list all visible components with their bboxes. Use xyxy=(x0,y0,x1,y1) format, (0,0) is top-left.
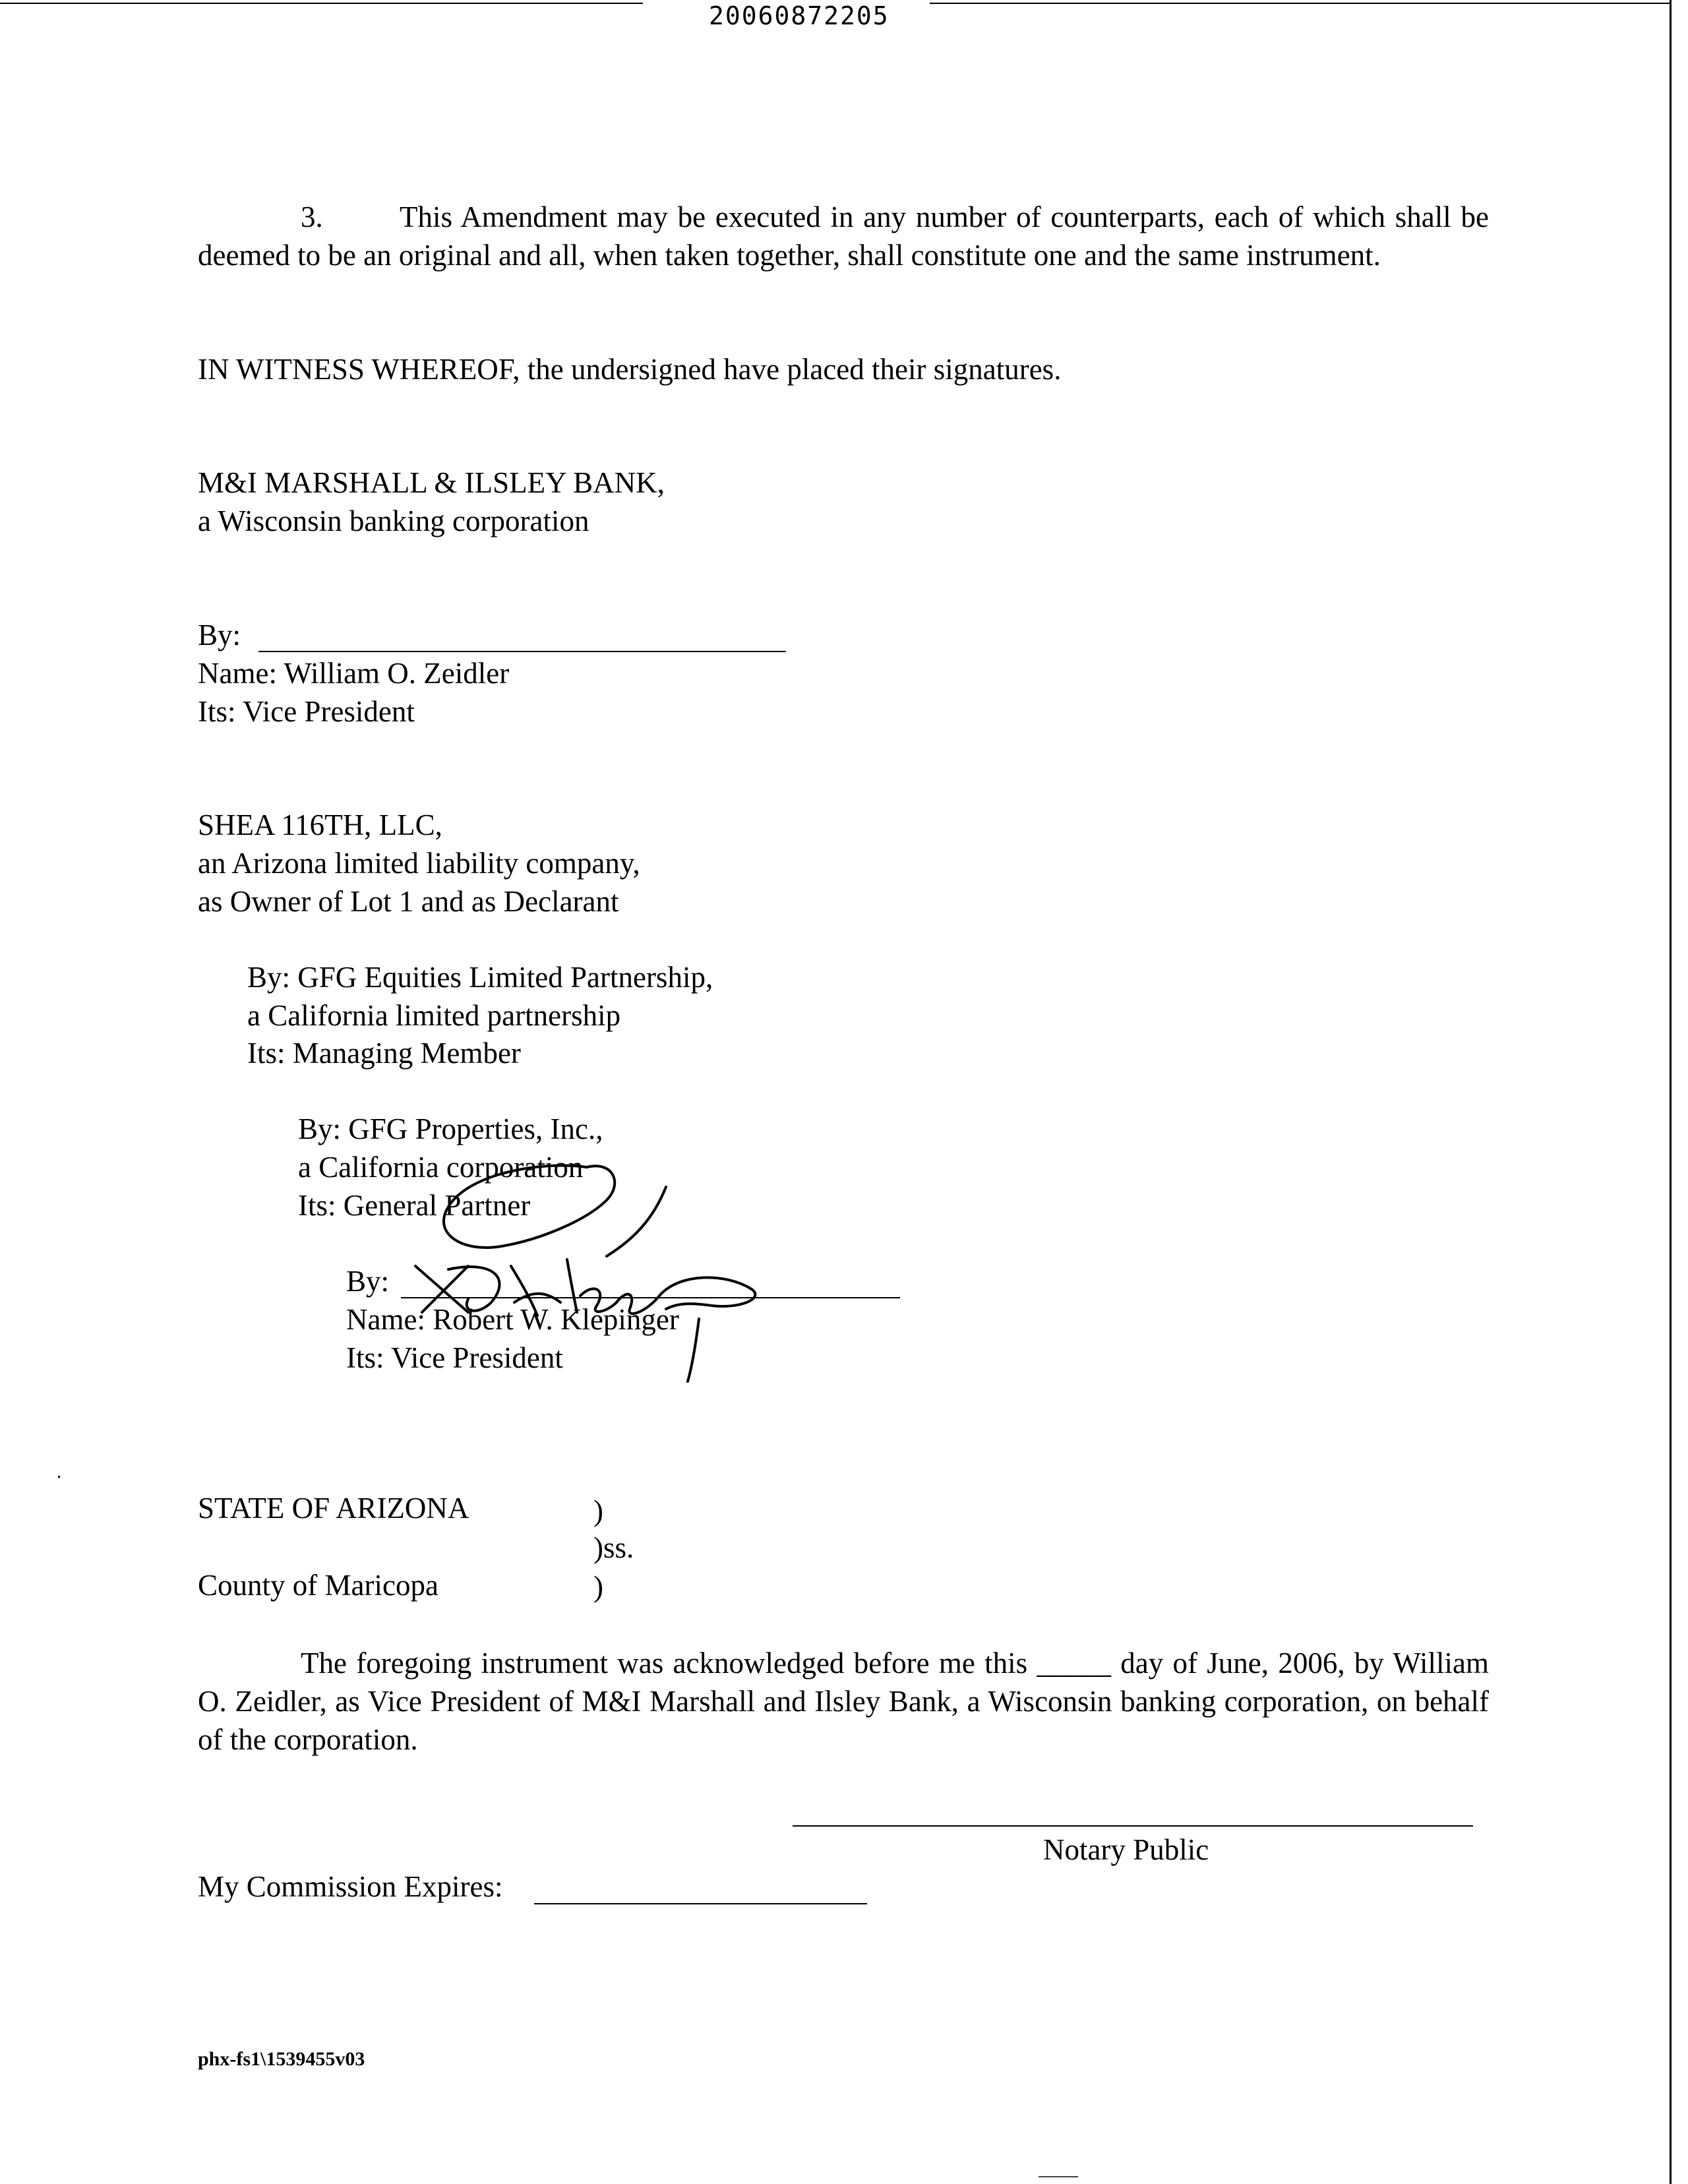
acknowledgment-paragraph: The foregoing instrument was acknowledged before me this _____ day of June, 2006, by William O. Zeidler, as Vice President of M&I Marshall and Ilsley Bank, a Wisconsin banking corporation, on behalf of the corporation. xyxy=(198,1647,1489,1756)
shea-description: an Arizona limited liability company, xyxy=(198,847,640,880)
section-3-text: This Amendment may be executed in any number of counterparts, each of which shall be deemed to be an original and all, when taken together, shall constitute one and the same instrument. xyxy=(198,200,1489,272)
section-3-paragraph xyxy=(198,198,1489,274)
gfg-equities-by: By: GFG Equities Limited Partnership, xyxy=(247,961,713,994)
document-number: 20060872205 xyxy=(709,1,889,30)
state-paren: ) xyxy=(593,1494,603,1527)
document-reference: phx-fs1\1539455v03 xyxy=(198,2048,365,2070)
signer-title: Its: Vice President xyxy=(346,1341,563,1374)
signer-by-label: By: xyxy=(346,1265,390,1298)
bank-signer-title: Its: Vice President xyxy=(198,695,415,728)
header-rule-left xyxy=(0,3,643,4)
handwritten-signature xyxy=(369,1147,818,1398)
bank-signer-name: Name: William O. Zeidler xyxy=(198,657,510,690)
witness-statement: IN WITNESS WHEREOF, the undersigned have placed their signatures. xyxy=(198,353,1062,386)
state-label: STATE OF ARIZONA xyxy=(198,1492,469,1525)
gfg-properties-description: a California corporation xyxy=(298,1151,584,1184)
commission-expires-label: My Commission Expires: xyxy=(198,1870,503,1903)
bank-by-label: By: xyxy=(198,619,241,652)
scan-speck xyxy=(58,1476,60,1478)
shea-name: SHEA 116TH, LLC, xyxy=(198,808,442,841)
header-rule-right xyxy=(930,3,1672,4)
county-label: County of Maricopa xyxy=(198,1569,438,1602)
signer-name: Name: Robert W. Klepinger xyxy=(346,1303,679,1336)
gfg-equities-its: Its: Managing Member xyxy=(247,1037,521,1070)
gfg-properties-by: By: GFG Properties, Inc., xyxy=(298,1112,603,1145)
ss-label: )ss. xyxy=(593,1531,634,1564)
county-paren: ) xyxy=(593,1570,603,1603)
section-3-number: 3. xyxy=(301,200,323,233)
bank-description: a Wisconsin banking corporation xyxy=(198,504,589,537)
gfg-equities-description: a California limited partnership xyxy=(247,999,621,1032)
gfg-properties-its: Its: General Partner xyxy=(298,1189,531,1222)
bank-signature-line xyxy=(258,651,786,652)
bank-name: M&I MARSHALL & ILSLEY BANK, xyxy=(198,466,665,499)
notary-public-label: Notary Public xyxy=(1043,1833,1209,1866)
page-edge-border xyxy=(1670,0,1672,2184)
commission-expires-line xyxy=(534,1903,867,1904)
scan-speck xyxy=(1039,2176,1078,2177)
shea-role: as Owner of Lot 1 and as Declarant xyxy=(198,885,619,918)
notary-signature-line xyxy=(793,1825,1473,1827)
